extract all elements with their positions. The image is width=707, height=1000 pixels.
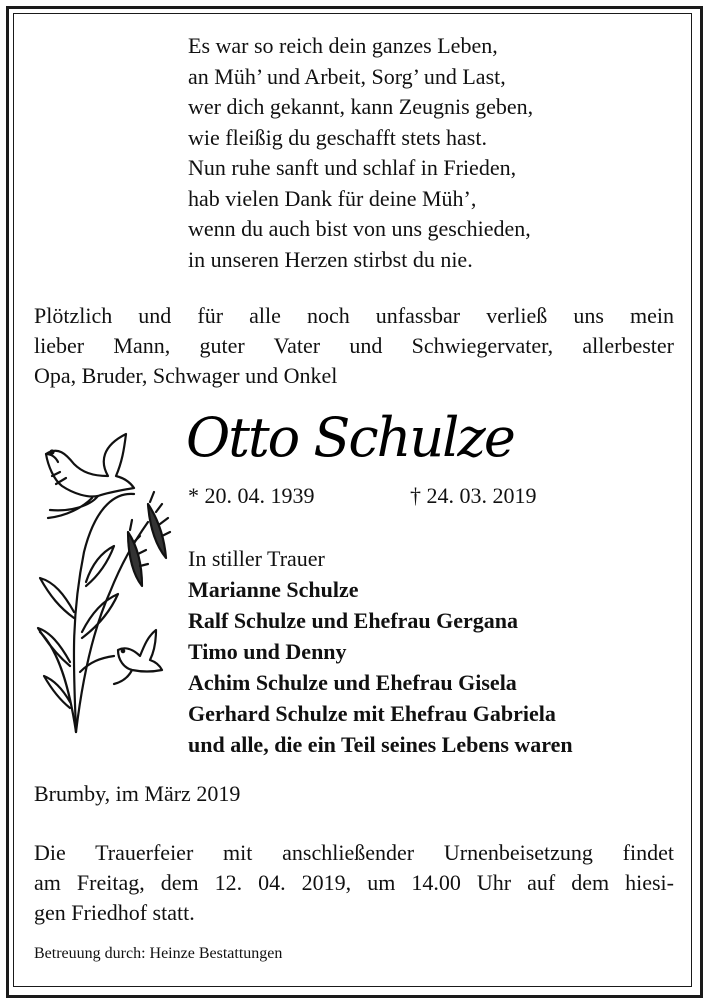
announcement-line: Opa, Bruder, Schwager und Onkel	[34, 363, 338, 388]
poem-line: wenn du auch bist von uns geschieden,	[188, 216, 531, 241]
poem-line: wer dich gekannt, kann Zeugnis geben,	[188, 94, 534, 119]
birds-and-wheat-icon	[30, 432, 180, 742]
poem-line: Es war so reich dein ganzes Leben,	[188, 33, 498, 58]
poem-line: wie fleißig du geschafft stets hast.	[188, 124, 487, 150]
poem-line: an Müh’ und Arbeit, Sorg’ und Last,	[188, 63, 506, 89]
funeral-info	[34, 838, 674, 928]
mourning-intro: In stiller Trauer	[188, 546, 325, 571]
birth-date: * 20. 04. 1939	[188, 483, 315, 508]
mourner-name: und alle, die ein Teil seines Lebens waren	[188, 732, 573, 757]
place-and-date: Brumby, im März 2019	[34, 781, 241, 806]
funeral-line: Die Trauerfeier mit anschließender Urnenbeisetzung findet	[34, 840, 674, 865]
announcement-text	[34, 301, 674, 391]
announcement-line: Plötzlich und für alle noch unfassbar verließ uns mein	[34, 303, 674, 328]
funeral-line: am Freitag, dem 12. 04. 2019, um 14.00 Uhr auf dem hiesi-	[34, 870, 674, 895]
mourner-name: Gerhard Schulze mit Ehefrau Gabriela	[188, 701, 556, 726]
mourner-name: Timo und Denny	[188, 639, 347, 664]
poem-line: in unseren Herzen stirbst du nie.	[188, 246, 473, 272]
mourner-name: Achim Schulze und Ehefrau Gisela	[188, 670, 517, 695]
funeral-line: gen Friedhof statt.	[34, 900, 195, 925]
poem	[188, 31, 533, 275]
poem-line: Nun ruhe sanft und schlaf in Frieden,	[188, 155, 517, 180]
death-date: † 24. 03. 2019	[410, 483, 537, 508]
deceased-name: Otto Schulze	[186, 406, 514, 469]
announcement-line: lieber Mann, guter Vater und Schwiegervater, allerbester	[34, 333, 674, 358]
funeral-home-credit: Betreuung durch: Heinze Bestattungen	[34, 945, 283, 962]
mourner-name: Ralf Schulze und Ehefrau Gergana	[188, 608, 519, 633]
poem-line: hab vielen Dank für deine Müh’,	[188, 185, 477, 211]
mourners-block	[188, 543, 573, 760]
mourner-name: Marianne Schulze	[188, 577, 359, 602]
